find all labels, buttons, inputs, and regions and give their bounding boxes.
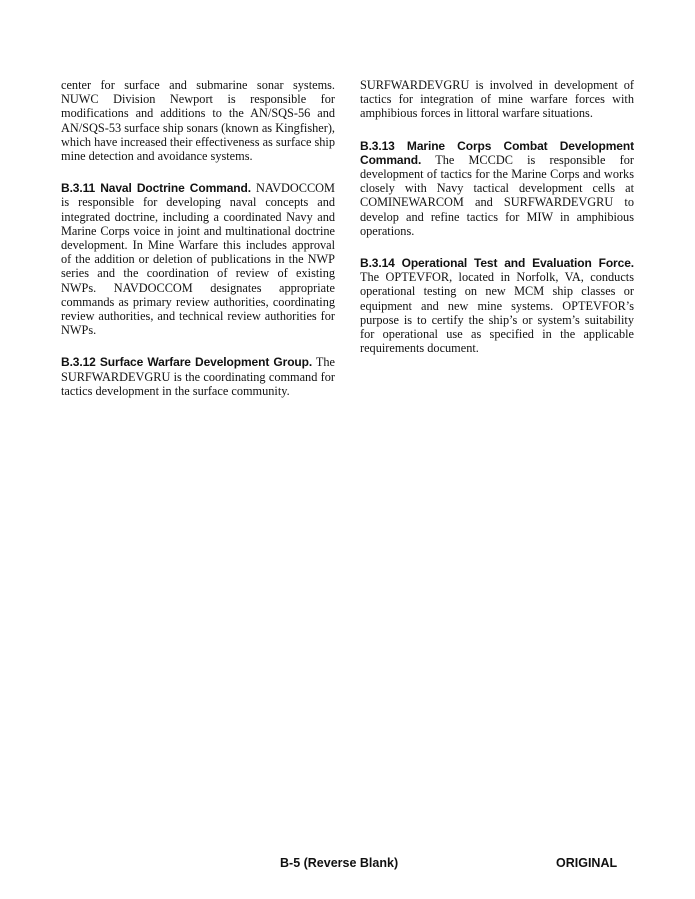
- section-b-3-12-heading: B.3.12 Surface Warfare Development Group.: [61, 355, 313, 370]
- left-column: [61, 78, 335, 416]
- paragraph-surfwardevgru-text: SURFWARDEVGRU is involved in development of tactics for integration of mine warfare forces with amphibious forces in littoral warfare situations.: [360, 78, 634, 121]
- section-b-3-13: [360, 139, 634, 238]
- section-b-3-12: [61, 355, 335, 398]
- section-b-3-13-text: The MCCDC is responsible for development of tactics for the Marine Corps and works closely with Navy tactical development cells at COMINEWARCOM and SURFWARDEVGRU to develop and refine tactics for MIW in amphibious operations.: [360, 152, 634, 238]
- section-b-3-14: [360, 256, 634, 355]
- right-column: [360, 78, 634, 373]
- paragraph-nuwc: [61, 78, 335, 163]
- section-b-3-13-heading: B.3.13 Marine Corps Combat Development Command.: [360, 138, 634, 167]
- footer-status: ORIGINAL: [556, 856, 618, 870]
- section-b-3-11-text: NAVDOCCOM is responsible for developing naval concepts and integrated doctrine, including a coordinated Navy and Marine Corps voice in joint and multinational doctrine development. In Mine Warfare this includes approval of the addition or deletion of publications in the NWP series and the coordination of review of existing NWPs. NAVDOCCOM designates appropriate commands as primary review authorities, coordinating review authorities, and technical review authorities for NWPs.: [61, 181, 335, 338]
- section-b-3-14-heading: B.3.14 Operational Test and Evaluation Force.: [360, 256, 634, 271]
- section-b-3-11-heading: B.3.11 Naval Doctrine Command.: [61, 181, 251, 196]
- paragraph-surfwardevgru: [360, 78, 634, 121]
- footer-page-label: B-5 (Reverse Blank): [280, 856, 399, 870]
- section-b-3-11: [61, 181, 335, 337]
- section-b-3-12-text: The SURFWARDEVGRU is the coordinating command for tactics development in the surface community.: [61, 355, 335, 398]
- section-b-3-14-text: The OPTEVFOR, located in Norfolk, VA, conducts operational testing on new MCM ship classes or equipment and new mine systems. OPTEVFOR’s purpose is to certify the ship’s or system’s suitability for operational use as specified in the applicable requirements document.: [360, 270, 634, 356]
- paragraph-nuwc-text: center for surface and submarine sonar systems. NUWC Division Newport is responsible for modifications and additions to the AN/SQS-56 and AN/SQS-53 surface ship sonars (known as Kingfisher), which have increased their effectiveness as surface ship mine detection and avoidance systems.: [61, 78, 335, 164]
